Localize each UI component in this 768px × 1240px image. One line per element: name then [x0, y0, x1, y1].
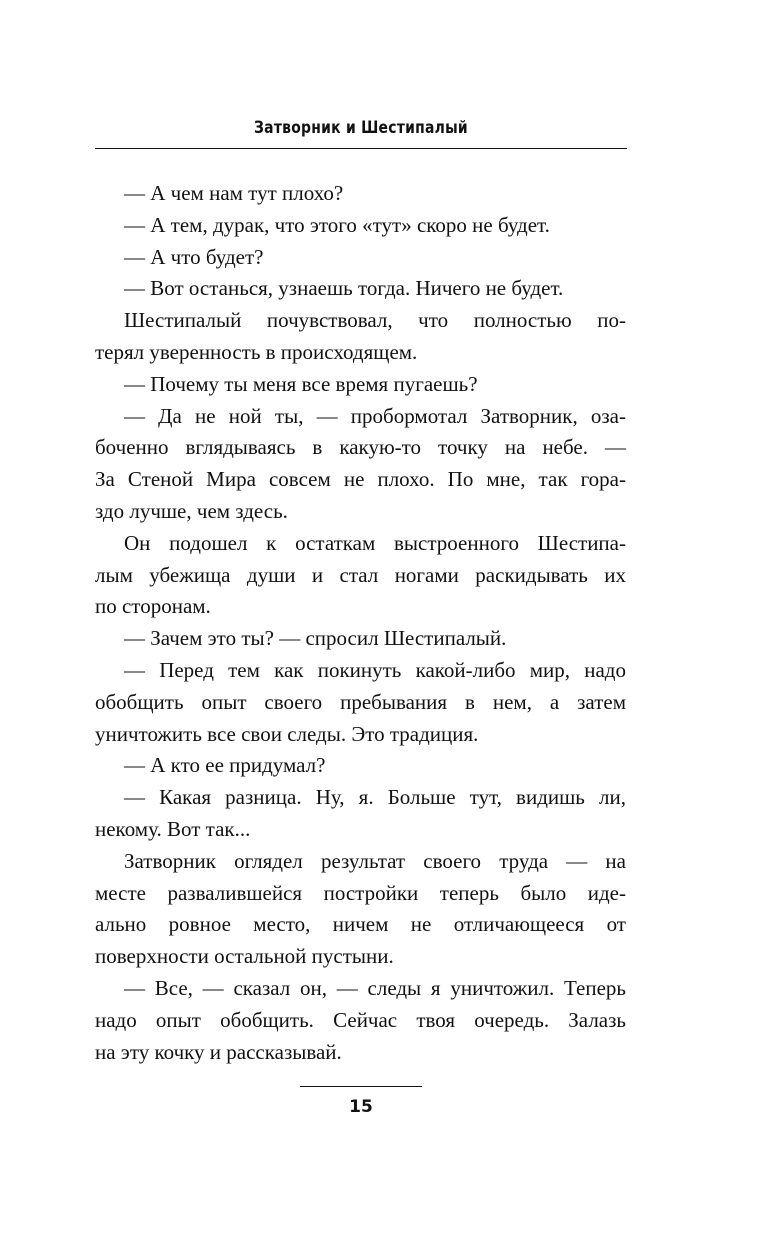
text-line: — Все, — сказал он, — следы я уничтожил. Теперь [124, 975, 626, 1000]
running-head: Затворник и Шестипалый [254, 118, 468, 138]
text-line: лым убежища души и стал ногами раскидывать их [95, 562, 626, 587]
text-line: месте развалившейся постройки теперь было иде- [95, 880, 626, 905]
text-line: на эту кочку и рассказывай. [95, 1039, 342, 1064]
text-line: — А тем, дурак, что этого «тут» скоро не будет. [124, 212, 550, 237]
text-line: надо опыт обобщить. Сейчас твоя очередь. Залазь [95, 1007, 626, 1032]
text-line: Затворник оглядел результат своего труда — на [124, 848, 626, 873]
body-text [95, 178, 626, 1068]
text-line: — Зачем это ты? — спросил Шестипалый. [124, 626, 507, 651]
text-line: по сторонам. [95, 594, 211, 619]
text-line: ально ровное место, ничем не отличающееся от [95, 912, 626, 937]
text-line: уничтожить все свои следы. Это традиция. [95, 721, 479, 746]
text-line: — А кто ее придумал? [124, 753, 326, 778]
text-line: — Перед тем как покинуть какой-либо мир, надо [124, 657, 626, 682]
header-rule [95, 148, 627, 149]
text-line: боченно вглядываясь в какую-то точку на небе. — [95, 435, 626, 460]
text-line: — Да не ной ты, — пробормотал Затворник, оза- [124, 403, 626, 428]
text-line: — Почему ты меня все время пугаешь? [124, 371, 478, 396]
footer-rule [300, 1086, 422, 1087]
page-number: 15 [349, 1097, 373, 1117]
text-line: терял уверенность в происходящем. [95, 339, 418, 364]
text-line: — А чем нам тут плохо? [124, 181, 344, 205]
text-line: — Какая разница. Ну, я. Больше тут, видишь ли, [124, 785, 626, 810]
text-line: — Вот останься, узнаешь тогда. Ничего не будет. [124, 276, 564, 301]
text-line: поверхности остальной пустыни. [95, 944, 394, 969]
text-line: Шестипалый почувствовал, что полностью по- [124, 308, 626, 333]
text-line: — А что будет? [124, 244, 264, 269]
text-line: Он подошел к остаткам выстроенного Шестипа- [124, 530, 626, 555]
text-line: За Стеной Мира совсем не плохо. По мне, так гора- [95, 467, 626, 492]
text-line: некому. Вот так... [95, 816, 251, 841]
text-line: здо лучше, чем здесь. [95, 498, 288, 523]
text-line: обобщить опыт своего пребывания в нем, а затем [95, 689, 626, 714]
